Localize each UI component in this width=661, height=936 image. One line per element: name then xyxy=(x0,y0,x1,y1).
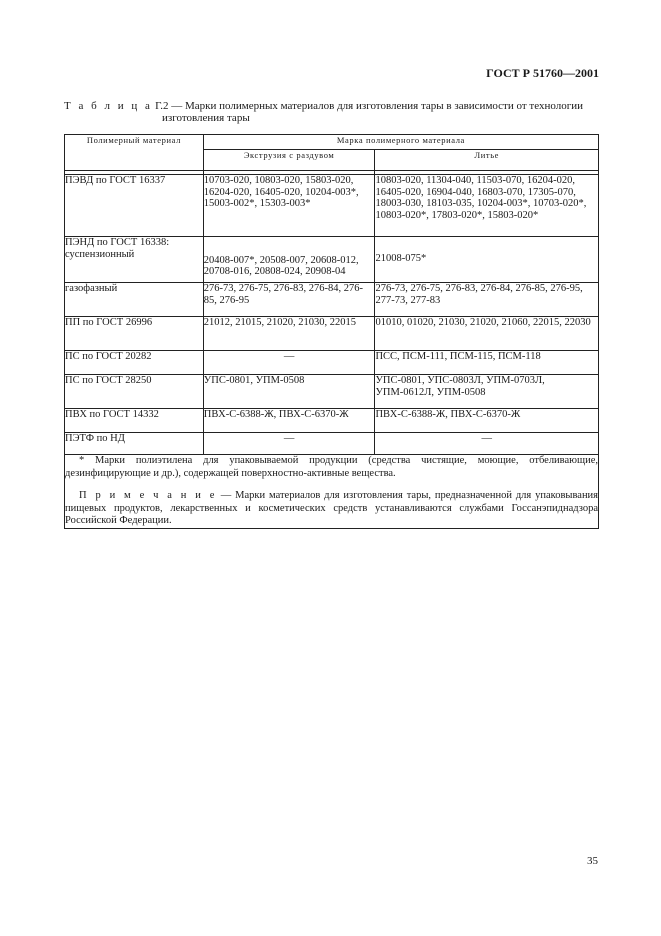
cell-casting: 276-73, 276-75, 276-83, 276-84, 276-85, 276-95, 277-73, 277-83 xyxy=(375,283,599,317)
cell-material: ПЭТФ по НД xyxy=(65,433,204,455)
note-label: П р и м е ч а н и е xyxy=(79,490,217,501)
header-extrusion: Экструзия с раздувом xyxy=(203,150,375,171)
cell-extrusion: 21012, 21015, 21020, 21030, 22015 xyxy=(203,317,375,351)
header-row-1 xyxy=(65,135,599,150)
table-row xyxy=(65,283,599,317)
cell-extrusion: УПС-0801, УПМ-0508 xyxy=(203,375,375,409)
cell-extrusion: 20408-007*, 20508-007, 20608-012, 20708-016, 20808-024, 20908-04 xyxy=(203,249,375,283)
materials-table xyxy=(64,134,599,529)
cell-material: ПП по ГОСТ 26996 xyxy=(65,317,204,351)
table-row xyxy=(65,317,599,351)
table-caption xyxy=(64,100,604,124)
caption-text-2: изготовления тары xyxy=(162,112,250,124)
cell-material: ПС по ГОСТ 28250 xyxy=(65,375,204,409)
cell-extrusion: — xyxy=(203,433,375,455)
cell-material: газофазный xyxy=(65,283,204,317)
caption-line-1 xyxy=(64,100,604,112)
cell-casting: ПСС, ПСМ-111, ПСМ-115, ПСМ-118 xyxy=(375,351,599,375)
cell-casting: ПВХ-С-6388-Ж, ПВХ-С-6370-Ж xyxy=(375,409,599,433)
table-row xyxy=(65,175,599,237)
table-row xyxy=(65,351,599,375)
cell-extrusion: 276-73, 276-75, 276-83, 276-84, 276-85, 276-95 xyxy=(203,283,375,317)
footnote: * Марки полиэтилена для упаковываемой продукции (средства чистящие, моющие, отбеливающие, дезинфицирующие и др.), содержащей поверхностно-активные вещества. xyxy=(65,455,598,479)
cell-material: ПВХ по ГОСТ 14332 xyxy=(65,409,204,433)
cell-casting: 10803-020, 11304-040, 11503-070, 16204-020, 16405-020, 16904-040, 16803-070, 17305-070, 18003-030, 18103-035, 10204-003*, 10703-020*, 10803-020*, 17803-020*, 15803-020* xyxy=(375,175,599,237)
cell-casting: — xyxy=(375,433,599,455)
caption-number: Г.2 xyxy=(155,100,169,112)
cell-extrusion: — xyxy=(203,351,375,375)
page-number: 35 xyxy=(587,855,598,867)
cell-casting: УПС-0801, УПС-0803Л, УПМ-0703Л, УПМ-0612Л, УПМ-0508 xyxy=(375,375,599,409)
cell-material: ПЭНД по ГОСТ 16338: xyxy=(65,237,204,249)
cell-casting: 01010, 01020, 21030, 21020, 21060, 22015, 22030 xyxy=(375,317,599,351)
notes-cell xyxy=(65,455,599,529)
table-row xyxy=(65,375,599,409)
note xyxy=(65,490,598,528)
table-row xyxy=(65,409,599,433)
note-text: — Марки материалов для изготовления тары, предназначенной для упаковывания пищевых продуктов, лекарственных и косметических средств устанавливаются службами Госсанэпиднадзора Российской Федерации. xyxy=(65,490,599,526)
cell-casting: 21008-075* xyxy=(375,249,599,283)
cell-extrusion: ПВХ-С-6388-Ж, ПВХ-С-6370-Ж xyxy=(203,409,375,433)
caption-label: Т а б л и ц а xyxy=(64,100,153,112)
table-row xyxy=(65,433,599,455)
caption-text-1: — Марки полимерных материалов для изготовления тары в зависимости от технологии xyxy=(171,100,583,112)
header-casting: Литье xyxy=(375,150,599,171)
table-row xyxy=(65,237,599,249)
document-code: ГОСТ Р 51760—2001 xyxy=(486,66,599,80)
cell-material: ПС по ГОСТ 20282 xyxy=(65,351,204,375)
header-material: Полимерный материал xyxy=(65,135,204,171)
table-row xyxy=(65,249,599,283)
cell-material: ПЭВД по ГОСТ 16337 xyxy=(65,175,204,237)
cell-extrusion: 10703-020, 10803-020, 15803-020, 16204-020, 16405-020, 10204-003*, 15003-002*, 15303-003* xyxy=(203,175,375,237)
header-group: Марка полимерного материала xyxy=(203,135,598,150)
cell-material: суспензионный xyxy=(65,249,204,283)
notes-row xyxy=(65,455,599,529)
